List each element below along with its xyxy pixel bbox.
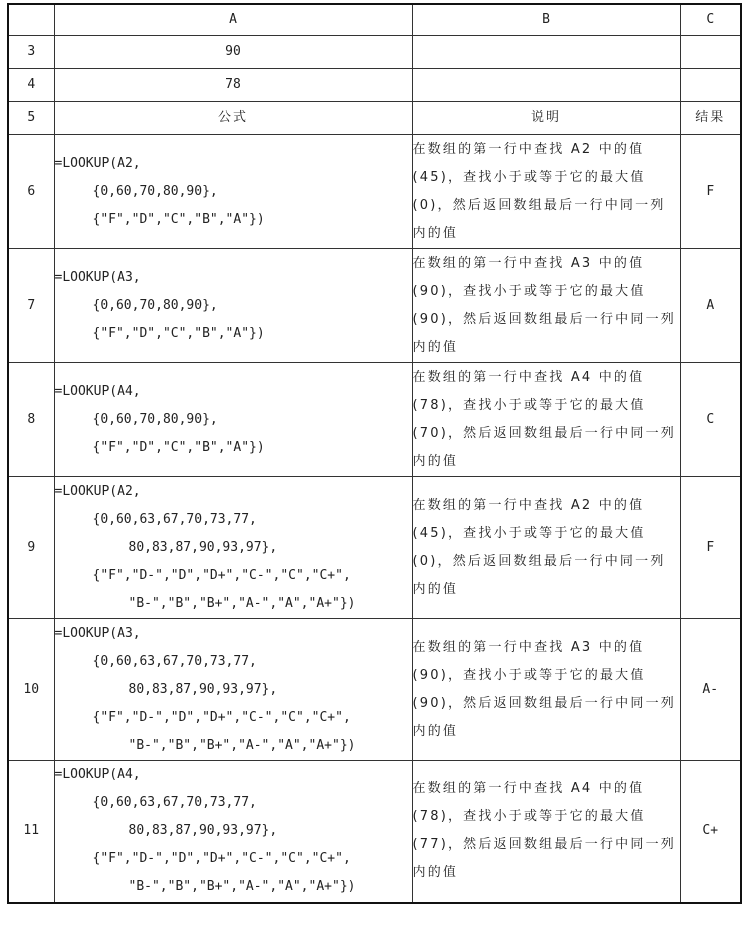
formula-cell[interactable] — [54, 619, 412, 761]
table-row — [8, 69, 741, 102]
formula-line: {0,60,70,80,90}, — [92, 183, 218, 199]
table-row — [8, 363, 741, 477]
table-row — [8, 761, 741, 903]
formula-line: =LOOKUP(A2, — [54, 483, 141, 499]
table-row — [8, 249, 741, 363]
formula-line: =LOOKUP(A4, — [54, 767, 141, 783]
formula-cell[interactable] — [54, 477, 412, 619]
formula-line: "B-","B","B+","A-","A","A+"}) — [128, 879, 356, 895]
table-row — [8, 36, 741, 69]
cell-b[interactable] — [412, 69, 680, 102]
row-number[interactable]: 8 — [8, 363, 54, 477]
column-header-b[interactable]: B — [412, 4, 680, 36]
formula-line: 80,83,87,90,93,97}, — [128, 539, 278, 555]
result-cell[interactable]: F — [680, 477, 741, 619]
result-cell[interactable]: F — [680, 135, 741, 249]
formula-line: =LOOKUP(A3, — [54, 269, 141, 285]
formula-line: {0,60,70,80,90}, — [92, 297, 218, 313]
column-header-a[interactable]: A — [54, 4, 412, 36]
formula-line: 80,83,87,90,93,97}, — [128, 681, 278, 697]
cell-a[interactable]: 90 — [54, 36, 412, 69]
table-row — [8, 135, 741, 249]
cell-c[interactable] — [680, 36, 741, 69]
result-cell[interactable]: A — [680, 249, 741, 363]
formula-cell[interactable] — [54, 135, 412, 249]
description-cell[interactable]: 在数组的第一行中查找 A4 中的值(78)，查找小于或等于它的最大值(77)，然后返回数组最后一行中同一列内的值 — [412, 761, 680, 903]
description-cell[interactable]: 在数组的第一行中查找 A3 中的值(90)，查找小于或等于它的最大值(90)，然后返回数组最后一行中同一列内的值 — [412, 619, 680, 761]
formula-line: {"F","D-","D","D+","C-","C","C+", — [92, 709, 351, 725]
formula-line: {"F","D","C","B","A"}) — [92, 439, 265, 455]
description-cell[interactable]: 在数组的第一行中查找 A2 中的值(45)，查找小于或等于它的最大值(0)，然后返回数组最后一行中同一列内的值 — [412, 135, 680, 249]
row-number[interactable]: 5 — [8, 102, 54, 135]
formula-line: {0,60,63,67,70,73,77, — [92, 653, 257, 669]
column-header-c[interactable]: C — [680, 4, 741, 36]
formula-line: =LOOKUP(A2, — [54, 155, 141, 171]
formula-line: {0,60,63,67,70,73,77, — [92, 795, 257, 811]
spreadsheet-table — [7, 3, 742, 904]
formula-line: "B-","B","B+","A-","A","A+"}) — [128, 595, 356, 611]
formula-cell[interactable] — [54, 363, 412, 477]
description-header-cell[interactable]: 说明 — [412, 102, 680, 135]
description-cell[interactable]: 在数组的第一行中查找 A2 中的值(45)，查找小于或等于它的最大值(0)，然后返回数组最后一行中同一列内的值 — [412, 477, 680, 619]
formula-header-row — [8, 102, 741, 135]
column-header-row — [8, 4, 741, 36]
formula-line: {0,60,63,67,70,73,77, — [92, 511, 257, 527]
formula-line: =LOOKUP(A4, — [54, 383, 141, 399]
result-header-cell[interactable]: 结果 — [680, 102, 741, 135]
row-number[interactable]: 3 — [8, 36, 54, 69]
formula-line: {"F","D","C","B","A"}) — [92, 211, 265, 227]
row-number[interactable]: 7 — [8, 249, 54, 363]
cell-b[interactable] — [412, 36, 680, 69]
corner-cell[interactable] — [8, 4, 54, 36]
result-cell[interactable]: A- — [680, 619, 741, 761]
formula-cell[interactable] — [54, 249, 412, 363]
formula-header-cell[interactable]: 公式 — [54, 102, 412, 135]
row-number[interactable]: 6 — [8, 135, 54, 249]
cell-c[interactable] — [680, 69, 741, 102]
description-cell[interactable]: 在数组的第一行中查找 A3 中的值(90)，查找小于或等于它的最大值(90)，然后返回数组最后一行中同一列内的值 — [412, 249, 680, 363]
table-row — [8, 477, 741, 619]
formula-line: 80,83,87,90,93,97}, — [128, 823, 278, 839]
cell-a[interactable]: 78 — [54, 69, 412, 102]
formula-line: {"F","D","C","B","A"}) — [92, 325, 265, 341]
formula-line: =LOOKUP(A3, — [54, 625, 141, 641]
formula-cell[interactable] — [54, 761, 412, 903]
formula-line: {"F","D-","D","D+","C-","C","C+", — [92, 567, 351, 583]
result-cell[interactable]: C — [680, 363, 741, 477]
row-number[interactable]: 11 — [8, 761, 54, 903]
row-number[interactable]: 10 — [8, 619, 54, 761]
description-cell[interactable]: 在数组的第一行中查找 A4 中的值(78)，查找小于或等于它的最大值(70)，然后返回数组最后一行中同一列内的值 — [412, 363, 680, 477]
formula-line: {"F","D-","D","D+","C-","C","C+", — [92, 851, 351, 867]
result-cell[interactable]: C+ — [680, 761, 741, 903]
formula-line: "B-","B","B+","A-","A","A+"}) — [128, 737, 356, 753]
row-number[interactable]: 4 — [8, 69, 54, 102]
table-row — [8, 619, 741, 761]
formula-line: {0,60,70,80,90}, — [92, 411, 218, 427]
row-number[interactable]: 9 — [8, 477, 54, 619]
